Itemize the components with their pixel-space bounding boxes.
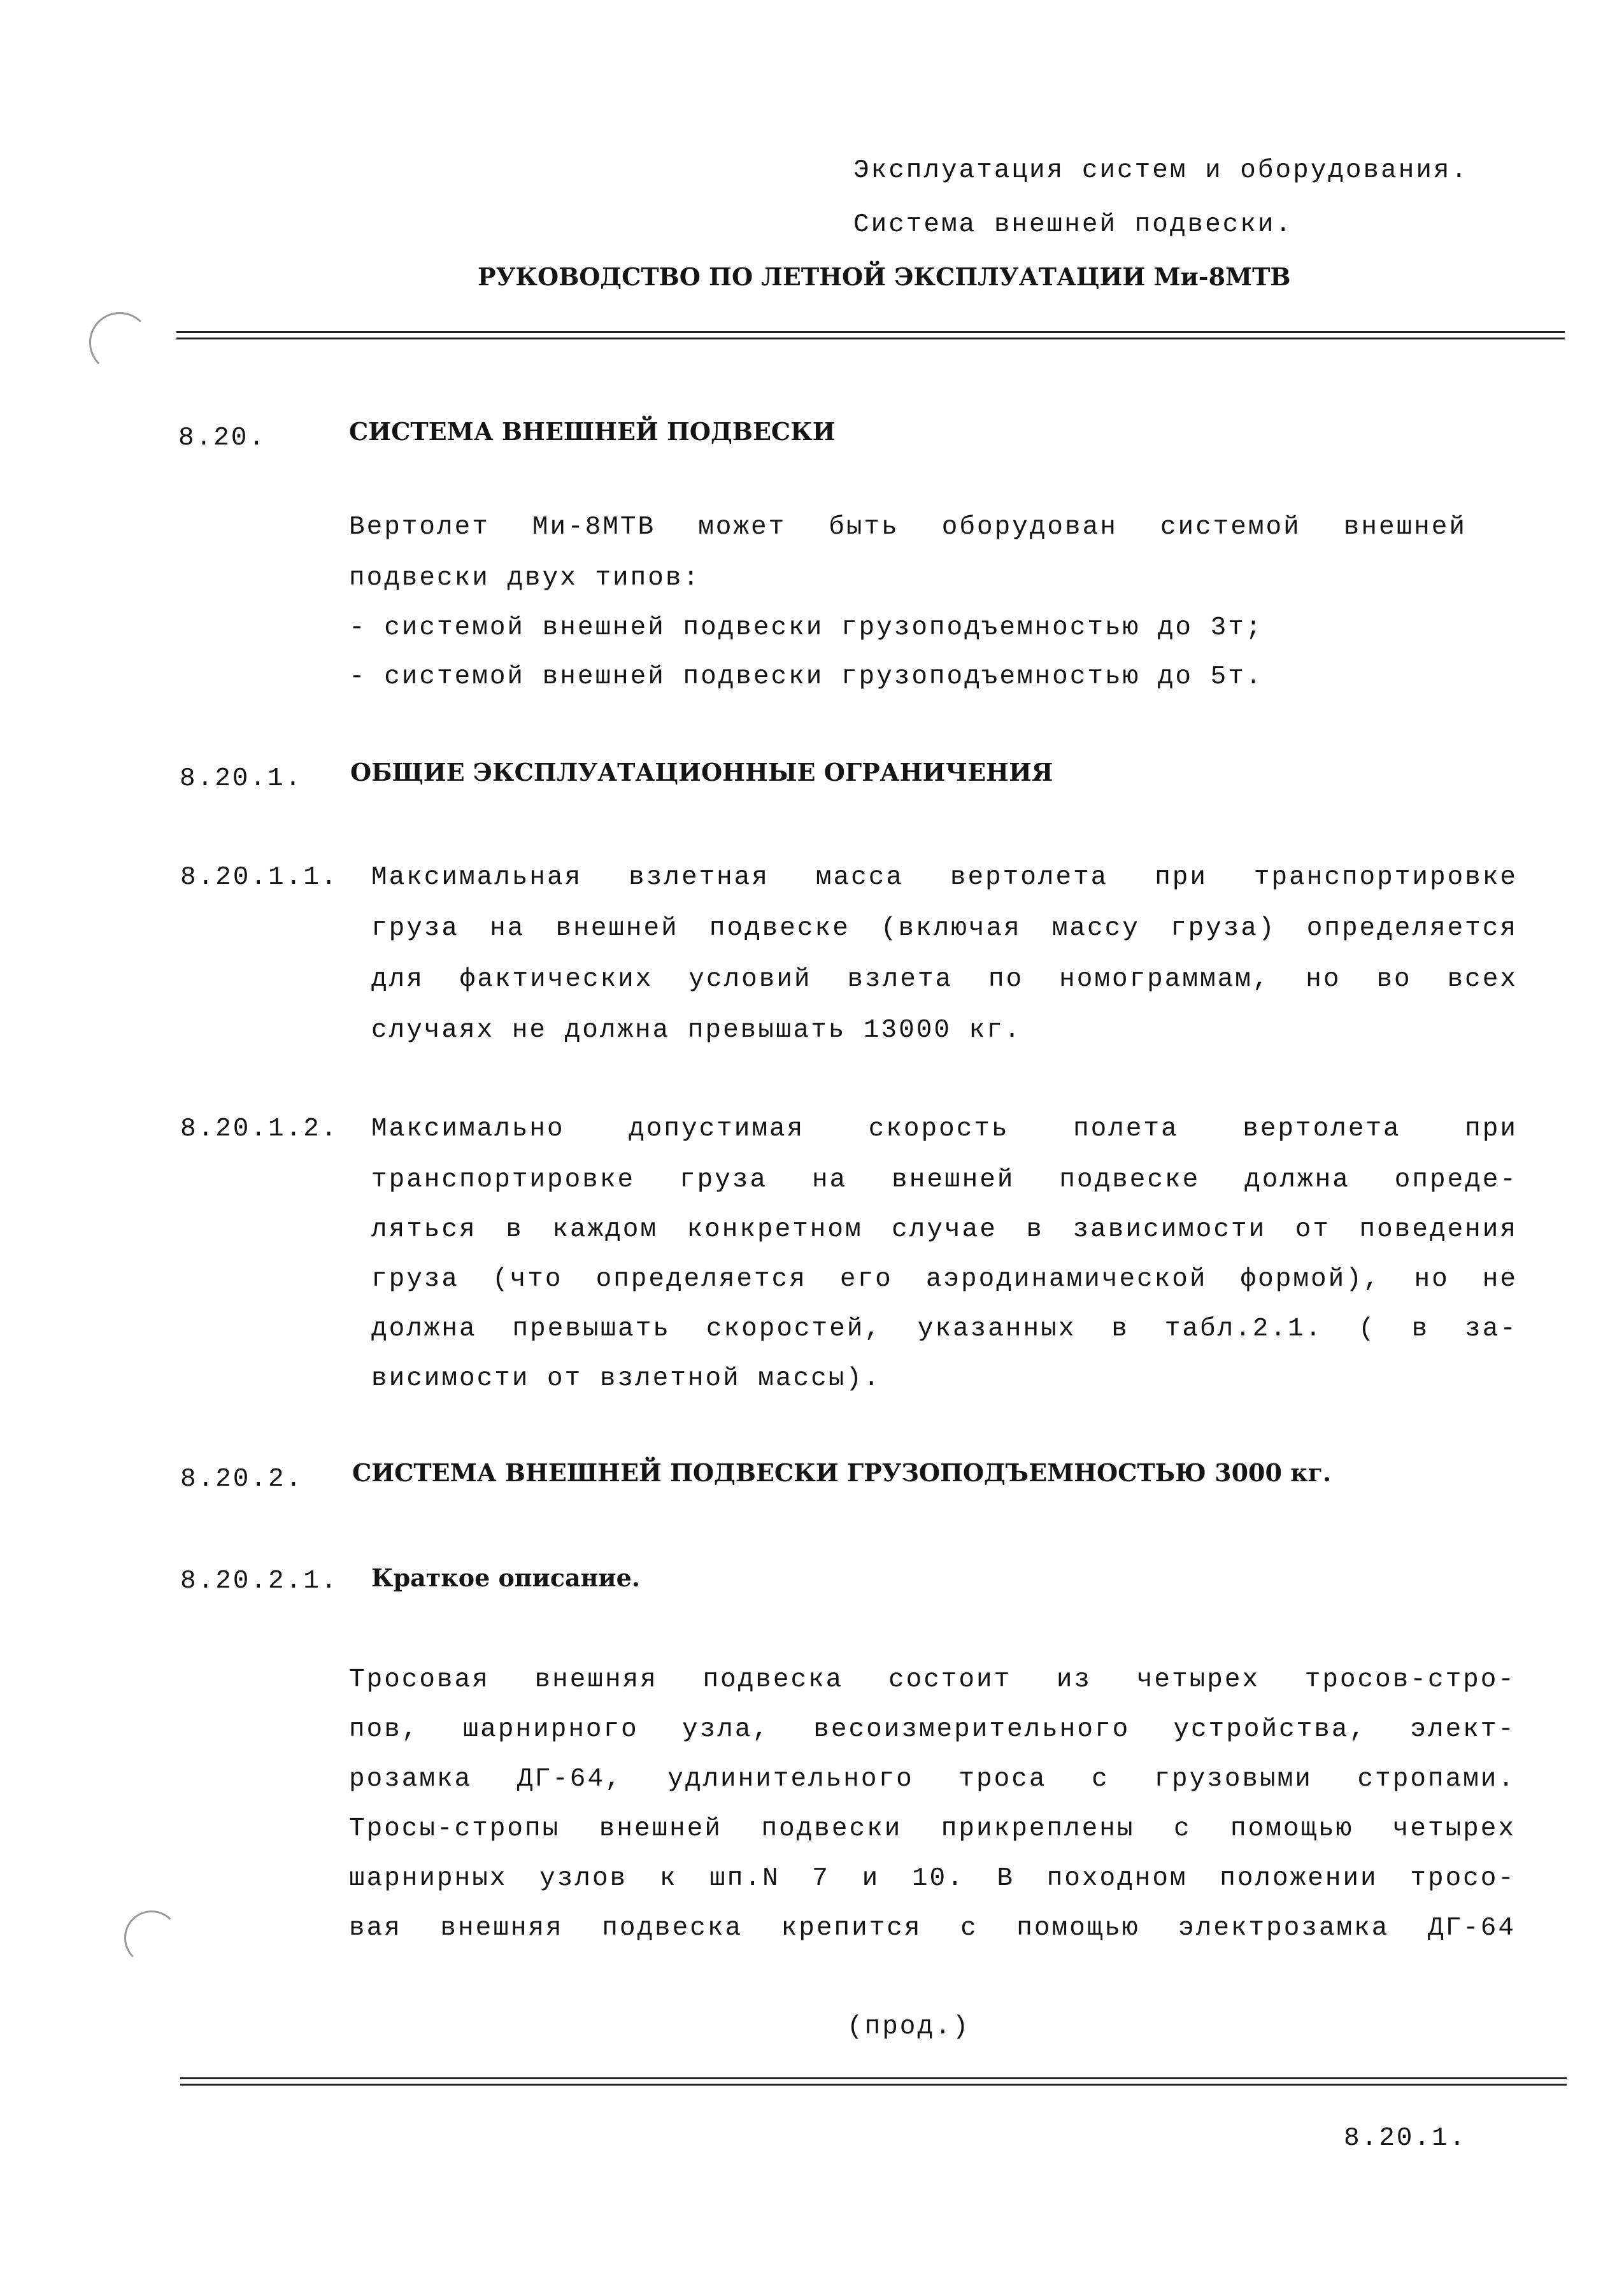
item-1-1-line: груза на внешней подвеске (включая массу груза) определяется <box>371 914 1518 943</box>
intro-line: - системой внешней подвески грузоподъемностью до 5т. <box>349 662 1264 692</box>
intro-line: - системой внешней подвески грузоподъемностью до 3т; <box>349 613 1264 643</box>
item-1-2-line: висимости от взлетной массы). <box>371 1364 881 1393</box>
item-1-2-line: должна превышать скоростей, указанных в табл.2.1. ( в за- <box>371 1314 1518 1344</box>
scan-mark-top <box>89 312 150 373</box>
footer-rule-bottom <box>180 2084 1567 2086</box>
footer-rule-top <box>180 2077 1567 2079</box>
continued-note: (прод.) <box>847 2012 971 2042</box>
item-1-2-line: транспортировке груза на внешней подвеске должна опреде- <box>371 1165 1518 1195</box>
item-1-2-line: груза (что определяется его аэродинамической формой), но не <box>371 1265 1518 1294</box>
subsection-1-number: 8.20.1. <box>180 764 303 793</box>
context-line-1: Эксплуатация систем и оборудования. <box>853 156 1469 185</box>
intro-line: подвески двух типов: <box>349 564 701 593</box>
subsection-2-title: СИСТЕМА ВНЕШНЕЙ ПОДВЕСКИ ГРУЗОПОДЪЕМНОСТЬЮ 3000 кг. <box>352 1458 1332 1487</box>
subsection-1-title: ОБЩИЕ ЭКСПЛУАТАЦИОННЫЕ ОГРАНИЧЕНИЯ <box>350 758 1053 786</box>
section-title: СИСТЕМА ВНЕШНЕЙ ПОДВЕСКИ <box>349 417 836 446</box>
item-2-1-line: вая внешняя подвеска крепится с помощью электрозамка ДГ-64 <box>349 1914 1516 1943</box>
item-1-1-line: случаях не должна превышать 13000 кг. <box>371 1016 1022 1045</box>
item-1-2-line: ляться в каждом конкретном случае в зависимости от поведения <box>371 1215 1518 1244</box>
header-rule-bottom <box>176 338 1565 339</box>
item-1-2-number: 8.20.1.2. <box>180 1114 339 1144</box>
item-1-1-number: 8.20.1.1. <box>180 863 339 892</box>
item-2-1-line: розамка ДГ-64, удлинительного троса с грузовыми стропами. <box>349 1765 1516 1794</box>
item-1-1-line: Максимальная взлетная масса вертолета при транспортировке <box>371 863 1518 892</box>
intro-line: Вертолет Ми-8МТВ может быть оборудован системой внешней <box>349 513 1467 542</box>
item-2-1-line: шарнирных узлов к шп.N 7 и 10. В походном положении тросо- <box>349 1864 1516 1893</box>
scan-mark-bottom <box>124 1910 179 1965</box>
item-2-1-line: Тросовая внешняя подвеска состоит из четырех тросов-стро- <box>349 1665 1516 1695</box>
page-number: 8.20.1. <box>1344 2124 1467 2153</box>
item-2-1-line: пов, шарнирного узла, весоизмерительного устройства, элект- <box>349 1715 1516 1744</box>
context-line-2: Система внешней подвески. <box>853 210 1293 239</box>
item-2-1-title: Краткое описание. <box>371 1563 641 1592</box>
item-1-2-line: Максимально допустимая скорость полета вертолета при <box>371 1114 1518 1144</box>
section-number: 8.20. <box>178 423 267 453</box>
item-1-1-line: для фактических условий взлета по номограммам, но во всех <box>371 965 1518 994</box>
manual-title: РУКОВОДСТВО ПО ЛЕТНОЙ ЭКСПЛУАТАЦИИ Ми-8МТВ <box>478 262 1291 291</box>
subsection-2-number: 8.20.2. <box>180 1465 304 1494</box>
item-2-1-line: Тросы-стропы внешней подвески прикреплены с помощью четырех <box>349 1814 1516 1844</box>
item-2-1-number: 8.20.2.1. <box>180 1567 339 1596</box>
header-rule-top <box>176 331 1565 333</box>
